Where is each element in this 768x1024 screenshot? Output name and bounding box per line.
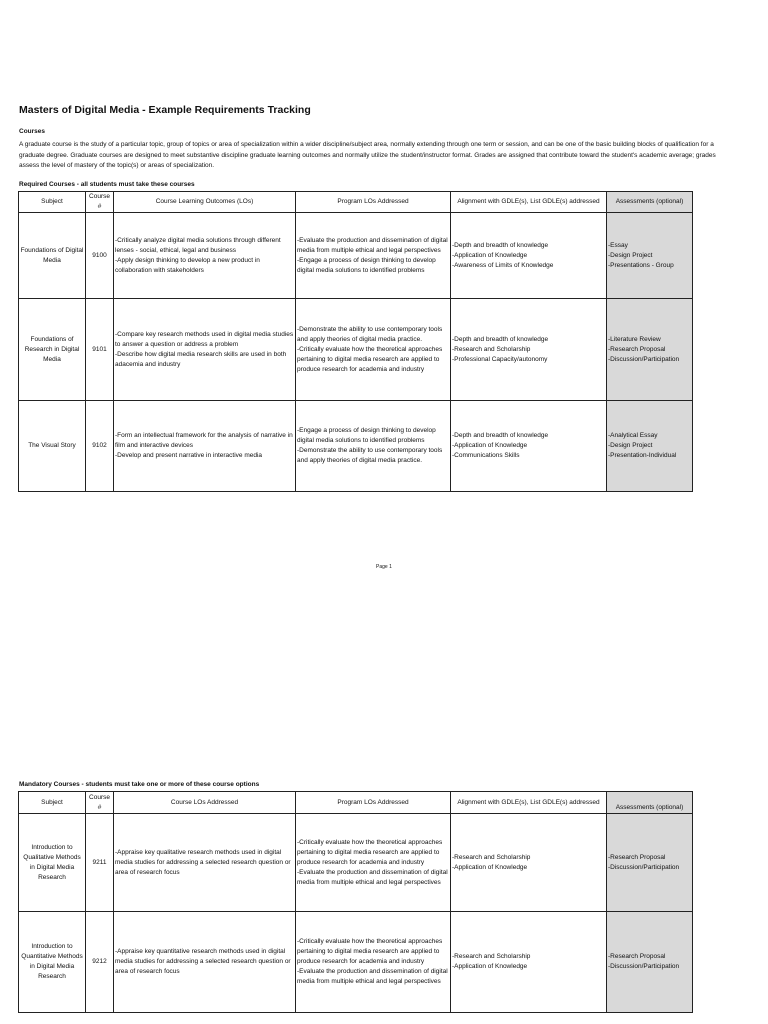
header-assessments: Assessments (optional)	[607, 792, 693, 814]
course-los-cell: -Critically analyze digital media solutions through different lenses - social, ethical, legal and business -Apply design thinking to develop a new product in collaboration with stakeholders	[114, 213, 296, 299]
gdle-cell: -Research and Scholarship -Application of Knowledge	[451, 912, 607, 1013]
course-number-cell: 9102	[86, 401, 114, 492]
courses-heading: Courses	[19, 128, 46, 135]
intro-paragraph: A graduate course is the study of a particular topic, group of topics or area of specialization within a wider discipline/subject area, normally extending through one term or session, and can be one of the basic building blocks of qualification for a graduate degree. Graduate courses are designed to meet substantive discipline graduate learning outcomes and normally utilize the student/instructor format. Grades are assigned that contribute toward the student's academic average; grades assess the level of mastery of the topic(s) or areas of specialization.	[19, 141, 716, 169]
gdle-cell: -Depth and breadth of knowledge -Application of Knowledge -Awareness of Limits of Knowledge	[451, 213, 607, 299]
program-los-cell: -Engage a process of design thinking to develop digital media solutions to identified problems -Demonstrate the ability to use contemporary tools and apply theories of digital media practice.	[296, 401, 451, 492]
header-subject: Subject	[19, 792, 86, 814]
course-number-cell: 9212	[86, 912, 114, 1013]
program-los-cell: -Critically evaluate how the theoretical approaches pertaining to digital media research are applied to produce research for academia and industry -Evaluate the production and dissemination of digital media from multiple ethical and legal perspectives	[296, 814, 451, 912]
course-los-cell: -Form an intellectual framework for the analysis of narrative in film and interactive devices -Develop and present narrative in interactive media	[114, 401, 296, 492]
subject-cell: Foundations of Digital Media	[19, 213, 86, 299]
gdle-cell: -Depth and breadth of knowledge -Research and Scholarship -Professional Capacity/autonomy	[451, 299, 607, 401]
header-subject: Subject	[19, 192, 86, 213]
gdle-cell: -Research and Scholarship -Application of Knowledge	[451, 814, 607, 912]
header-assessments: Assessments (optional)	[607, 192, 693, 213]
table-row	[19, 299, 693, 401]
table-header-row	[19, 192, 693, 213]
course-number-cell: 9100	[86, 213, 114, 299]
header-gdle: Alignment with GDLE(s), List GDLE(s) addressed	[451, 192, 607, 213]
table-row	[19, 401, 693, 492]
assessments-cell: -Research Proposal -Discussion/Participation	[607, 912, 693, 1013]
table-row	[19, 912, 693, 1013]
subject-cell: Introduction to Qualitative Methods in Digital Media Research	[19, 814, 86, 912]
assessments-cell: -Essay -Design Project -Presentations - Group	[607, 213, 693, 299]
course-number-cell: 9101	[86, 299, 114, 401]
mandatory-courses-caption: Mandatory Courses - students must take one or more of these course options	[19, 781, 260, 788]
assessments-cell: -Research Proposal -Discussion/Participation	[607, 814, 693, 912]
program-los-cell: -Demonstrate the ability to use contemporary tools and apply theories of digital media practice. -Critically evaluate how the theoretical approaches pertaining to digital media research are applied to produce research for academia and industry	[296, 299, 451, 401]
course-los-cell: -Compare key research methods used in digital media studies to answer a question or address a problem -Describe how digital media research skills are used in both adacemia and industry	[114, 299, 296, 401]
header-gdle: Alignment with GDLE(s), List GDLE(s) addressed	[451, 792, 607, 814]
header-course-number: Course #	[86, 792, 114, 814]
table-row	[19, 814, 693, 912]
required-courses-table	[18, 191, 693, 492]
program-los-cell: -Critically evaluate how the theoretical approaches pertaining to digital media research are applied to produce research for academia and industry -Evaluate the production and dissemination of digital media from multiple ethical and legal perspectives	[296, 912, 451, 1013]
table-row	[19, 213, 693, 299]
course-number-cell: 9211	[86, 814, 114, 912]
header-course-los: Course LOs Addressed	[114, 792, 296, 814]
subject-cell: Introduction to Quantitative Methods in Digital Media Research	[19, 912, 86, 1013]
header-program-los: Program LOs Addressed	[296, 792, 451, 814]
required-courses-caption: Required Courses - all students must take these courses	[19, 181, 195, 188]
header-course-los: Course Learning Outcomes (LOs)	[114, 192, 296, 213]
course-los-cell: -Appraise key quantitative research methods used in digital media studies for addressing a selected research question or area of research focus	[114, 912, 296, 1013]
gdle-cell: -Depth and breadth of knowledge -Application of Knowledge -Communications Skills	[451, 401, 607, 492]
page-number: Page 1	[376, 564, 392, 570]
header-program-los: Program LOs Addressed	[296, 192, 451, 213]
subject-cell: Foundations of Research in Digital Media	[19, 299, 86, 401]
course-los-cell: -Appraise key qualitative research methods used in digital media studies for addressing a selected research question or area of research focus	[114, 814, 296, 912]
assessments-cell: -Analytical Essay -Design Project -Presentation-Individual	[607, 401, 693, 492]
mandatory-courses-table	[18, 791, 693, 1013]
table-header-row	[19, 792, 693, 814]
program-los-cell: -Evaluate the production and dissemination of digital media from multiple ethical and legal perspectives -Engage a process of design thinking to develop digital media solutions to identified problems	[296, 213, 451, 299]
document-title: Masters of Digital Media - Example Requirements Tracking	[19, 104, 311, 116]
assessments-cell: -Literature Review -Research Proposal -Discussion/Participation	[607, 299, 693, 401]
header-course-number: Course #	[86, 192, 114, 213]
subject-cell: The Visual Story	[19, 401, 86, 492]
